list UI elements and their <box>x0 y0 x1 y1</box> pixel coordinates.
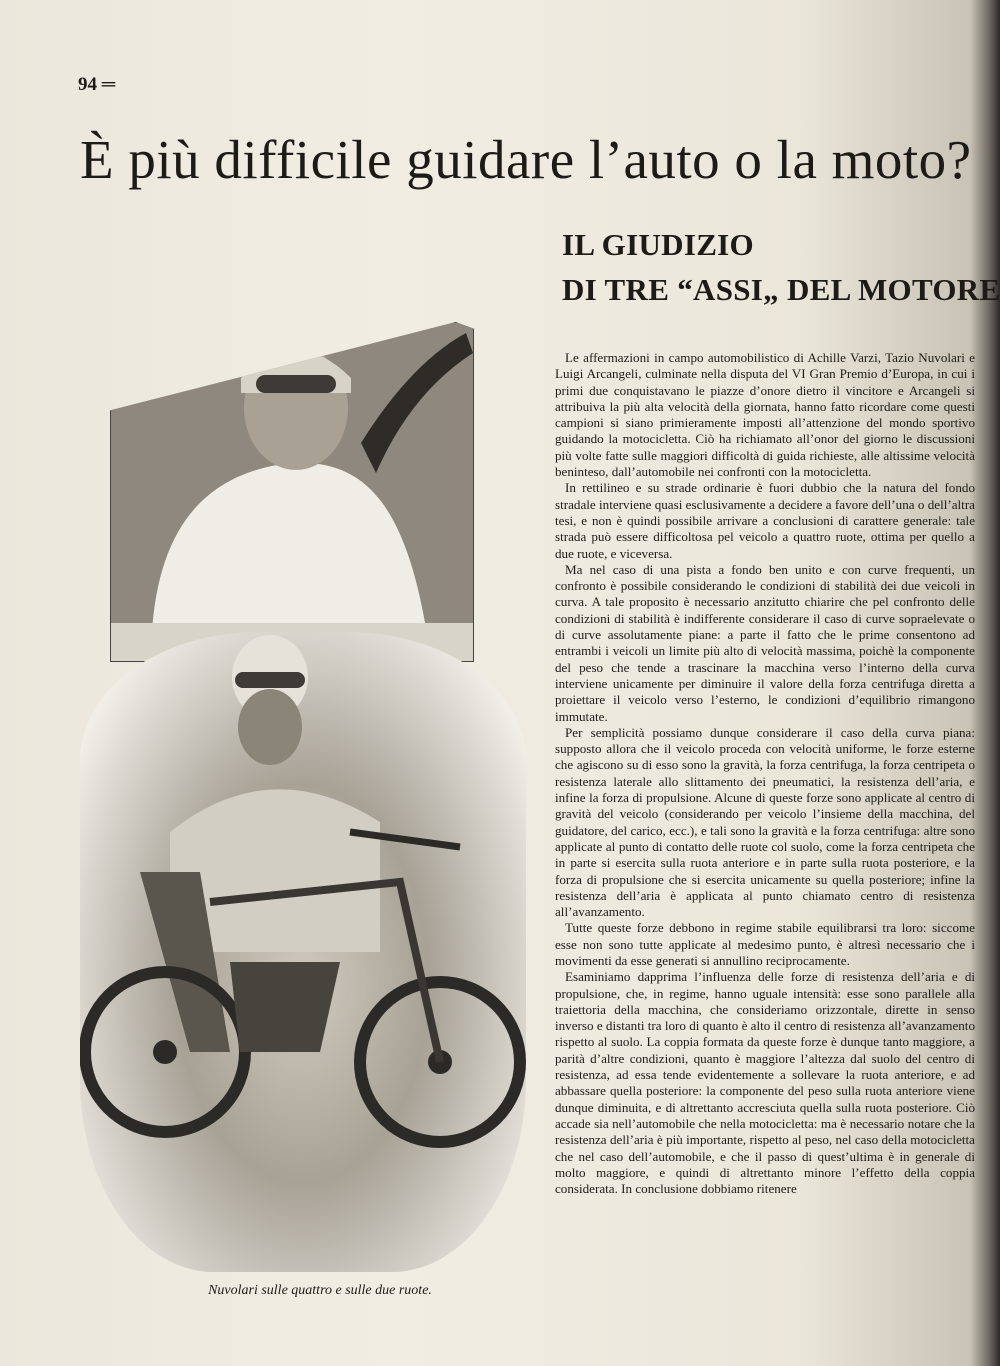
page-number: 94 ═ <box>78 74 116 95</box>
photo-caption: Nuvolari sulle quattro e sulle due ruote. <box>208 1283 432 1298</box>
article-body <box>555 350 975 1197</box>
article-title: È più difficile guidare l’auto o la moto? <box>80 129 972 190</box>
article-paragraph: Le affermazioni in campo automobilistico di Achille Varzi, Tazio Nuvolari e Luigi Arcangeli, culminate nella disputa del VI Gran Premio d’Europa, in cui i primi due conquistavano le piazze d’onore dietro il vincitore e Arcangeli si attribuiva la più alta velocità della giornata, hanno fatto ricordare come questi campioni si siano primieramente imposti all’attenzione del mondo sportivo guidando la motocicletta. Ciò ha richiamato all’onor del giorno le discussioni più volte fatte sulle maggiori difficoltà di guida richieste, alle altissime velocità beninteso, dall’automobile nei confronti con la motocicletta. <box>555 350 975 480</box>
article-paragraph: In rettilineo e su strade ordinarie è fuori dubbio che la natura del fondo stradale interviene quasi esclusivamente a decidere a favore dell’una o dell’altra tesi, e non è quindi possibile arrivare a conclusioni di carattere generale: tale strada può essere difficoltosa pel veicolo a quattro ruote, ottima per quello a due ruote, e viceversa. <box>555 480 975 561</box>
article-paragraph: Ma nel caso di una pista a fondo ben unito e con curve frequenti, un confronto è possibile considerando le condizioni di stabilità dei due veicoli in curva. A tale proposito è necessario anzitutto chiarire che pel confronto delle condizioni di stabilità è indifferente considerare il caso di curve sopraelevate o di curve assolutamente piane: a parte il fatto che le prime consentono ad entrambi i veicoli un limite più alto di velocità massima, poichè la componente del peso che tende a trascinare la macchina verso l’interno della curva interviene unicamente per diminuire il valore della forza centrifuga diretta a proiettare il veicolo verso l’esterno, le condizioni d’equilibrio rimangono immutate. <box>555 561 975 724</box>
article-paragraph: Esaminiamo dapprima l’influenza delle forze di resistenza dell’aria e di propulsione, che, in regime, hanno uguale intensità: esse sono parallele alla traiettoria della macchina, che consideriamo orizzontale, dirette in senso inverso e distanti tra loro di quanto è alto il centro di resistenza all’avanzamento rispetto al suolo. La coppia formata da queste forze è dunque tanto maggiore, a parità d’altre condizioni, quanto è maggiore l’altezza dal suolo del centro di resistenza, ad essa tende evidentemente a sollevare la ruota anteriore, e ad abbassare quella posteriore: la componente del peso sulla ruota anteriore viene dunque diminuita, e di altrettanto accresciuta quella sulla ruota posteriore. Ciò accade sia nell’automobile che nella motocicletta: ma è necessario notare che la resistenza dell’aria è più importante, rispetto al peso, nel caso della motocicletta che nel caso dell’automobile, e che il passo di quest’ultima è in generale di molto maggiore, e quindi di altrettanto minore l’effetto della coppia considerata. In conclusione dobbiamo ritenere <box>555 969 975 1197</box>
rider-motorcycle-illustration <box>80 632 526 1272</box>
rider-motorcycle-photo <box>80 632 526 1272</box>
subtitle-line: DI TRE “ASSI„ DEL MOTORE <box>562 272 1000 307</box>
driver-car-illustration <box>111 323 473 661</box>
article-paragraph: Tutte queste forze debbono in regime stabile equilibrarsi tra loro: siccome esse non sono tutte applicate al medesimo punto, è altresì necessario che i movimenti da esse generati si annullino reciprocamente. <box>555 920 975 968</box>
driver-car-photo <box>110 322 474 662</box>
article-paragraph: Per semplicità possiamo dunque considerare il caso della curva piana: supposto allora che il veicolo proceda con velocità uniforme, le forze esterne che agiscono su di esso sono la gravità, la forza centrifuga, la forza centripeta o resistenza laterale allo slittamento dei pneumatici, la resistenza dell’aria, e infine la forza di propulsione. Alcune di queste forze sono applicate al centro di gravità del veicolo (considerando per veicolo l’insieme della macchina, del guidatore, del carico, ecc.), e tali sono la gravità e la forza centrifuga: altre sono applicate al punto di contatto delle ruote col suolo, come la forza centripeta che in parte si esercita sulla ruota anteriore e in parte sulla ruota posteriore, e la forza di propulsione che si esercita unicamente su quella posteriore; infine la resistenza dell’aria è applicata al punto chiamato centro di resistenza all’avanzamento. <box>555 724 975 920</box>
article-subtitle <box>562 222 1000 312</box>
subtitle-line: IL GIUDIZIO <box>562 227 754 262</box>
